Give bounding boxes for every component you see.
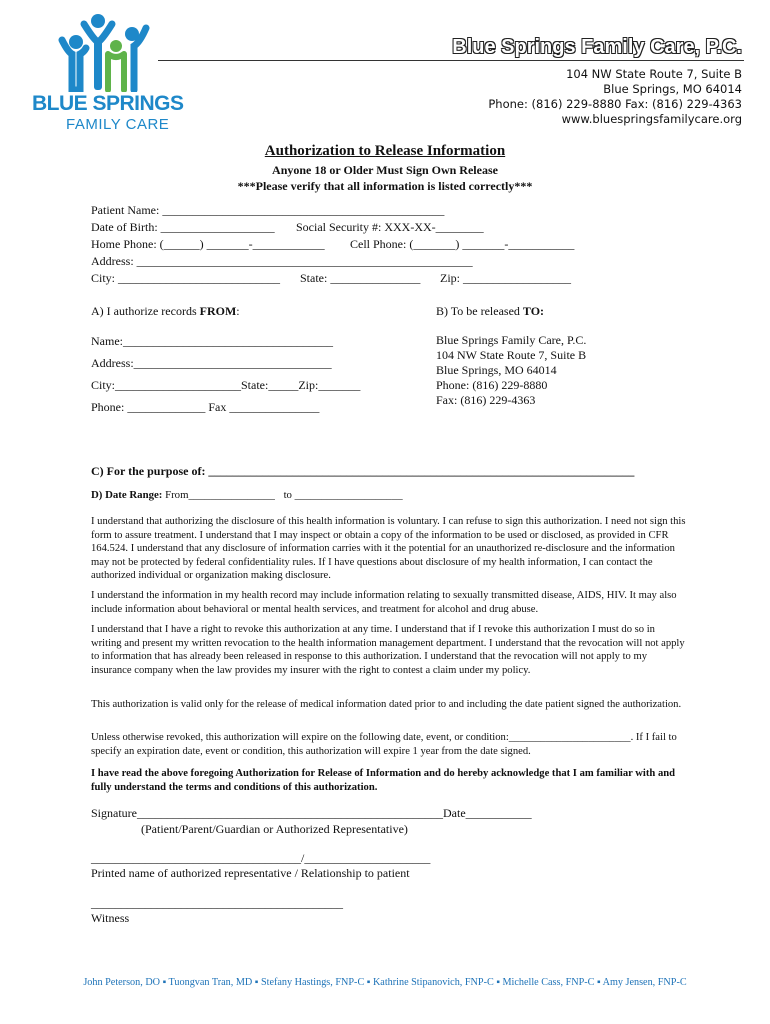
printed-name-caption: Printed name of authorized representative / Relationship to patient [91,866,410,880]
address-line-1: 104 NW State Route 7, Suite B [566,67,742,81]
logo-text-line2: FAMILY CARE [66,116,170,133]
section-a-heading: A) I authorize records FROM: [91,304,240,318]
family-figures-logo-icon [28,12,188,92]
city-field[interactable]: City: ___________________________ [91,271,281,285]
from-phone-fax-field[interactable]: Phone: _____________ Fax _______________ [91,400,320,414]
zip-field[interactable]: Zip: __________________ [440,271,571,285]
date-to-field[interactable]: to ____________________ [283,489,403,501]
validity-paragraph: This authorization is valid only for the release of medical information dated prior to and including the date patient signed the authorization. [91,699,682,710]
home-phone-field[interactable]: Home Phone: (______) _______-____________ [91,237,325,251]
address-line-2: Blue Springs, MO 64014 [603,82,742,96]
from-address-field[interactable]: Address:_________________________________ [91,356,332,370]
ssn-field[interactable]: Social Security #: XXX-XX-________ [296,220,484,234]
from-city-state-zip-field[interactable]: City:_____________________State:_____Zip:_______ [91,378,361,392]
dob-field[interactable]: Date of Birth: ___________________ [91,220,275,234]
acknowledgement-paragraph: I have read the above foregoing Authorization for Release of Information and do hereby acknowledge that I am familiar with and fully understand the terms and conditions of this authorization. [91,768,676,793]
witness-field[interactable]: __________________________________________ [91,896,343,910]
logo-text-line1: BLUE SPRINGS [32,92,184,115]
provider-footer: John Peterson, DO ▪ Tuongvan Tran, MD ▪ Stefany Hastings, FNP-C ▪ Kathrine Stipanovich, FNP-C ▪ Michelle Cass, FNP-C ▪ Amy Jensen, FNP-C [83,977,687,988]
voluntary-paragraph: I understand that authorizing the disclosure of this health information is voluntary. I can refuse to sign this authorization. I need not sign this form to assure treatment. I understand that I may inspect or obtain a copy of the information to be used or disclosed, as provided in CFR 164.524. I understand that any disclosure of information carries with it the potential for an unauthorized re-disclosure and the information may not be protected by federal confidentiality rules. If I have questions about disclosure of my health information, I can contact the authorized individual or organization making disclosure. [91,516,686,582]
to-line-3: Blue Springs, MO 64014 [436,363,557,377]
form-subtitle-1: Anyone 18 or Older Must Sign Own Release [272,163,498,177]
signature-caption: (Patient/Parent/Guardian or Authorized Representative) [141,822,408,836]
to-line-2: 104 NW State Route 7, Suite B [436,348,587,362]
printed-name-field[interactable]: ___________________________________/_____________________ [91,851,431,865]
website-line: www.bluespringsfamilycare.org [561,112,742,126]
purpose-field[interactable]: C) For the purpose of: _______________________________________________________________________ [91,464,635,478]
signature-date-field[interactable]: Signature___________________________________________________Date___________ [91,806,532,820]
state-field[interactable]: State: _______________ [300,271,421,285]
to-line-1: Blue Springs Family Care, P.C. [436,333,587,347]
to-line-4: Phone: (816) 229-8880 [436,378,548,392]
practice-name: Blue Springs Family Care, P.C. [452,36,742,58]
date-range-row [91,489,403,501]
expiration-paragraph: Unless otherwise revoked, this authorization will expire on the following date, event, or condition:_______________________. If I fail to specify an expiration date, event or condition, this authorization will expire 1 year from the date signed. [91,732,677,757]
date-from-field[interactable]: From________________ [165,489,275,501]
cell-phone-field[interactable]: Cell Phone: (_______) _______-___________ [350,237,575,251]
witness-caption: Witness [91,911,130,925]
to-line-5: Fax: (816) 229-4363 [436,393,536,407]
form-title: Authorization to Release Information [264,143,506,159]
revocation-paragraph: I understand that I have a right to revoke this authorization at any time. I understand that if I revoke this authorization I must do so in writing and present my written revocation to the health information management department. I understand that the revocation will not apply to information that has already been released in response to this authorization. I understand that the revocation will not apply to my insurance company when the law provides my insurer with the right to contest a claim under my policy. [91,624,685,676]
phone-fax-line: Phone: (816) 229-8880 Fax: (816) 229-4363 [488,97,742,111]
address-field[interactable]: Address: ________________________________________________________ [91,254,473,268]
from-name-field[interactable]: Name:___________________________________ [91,334,333,348]
sensitive-info-paragraph: I understand the information in my health record may include information relating to sexually transmitted disease, AIDS, HIV. It may also include information about behavioral or mental health services, and treatment for alcohol and drug abuse. [91,590,677,615]
patient-name-field[interactable]: Patient Name: _______________________________________________ [91,203,445,217]
header-divider [158,60,744,61]
section-b-heading: B) To be released TO: [436,304,545,318]
form-subtitle-2: ***Please verify that all information is listed correctly*** [237,179,533,193]
date-range-label: D) Date Range: [91,489,163,501]
